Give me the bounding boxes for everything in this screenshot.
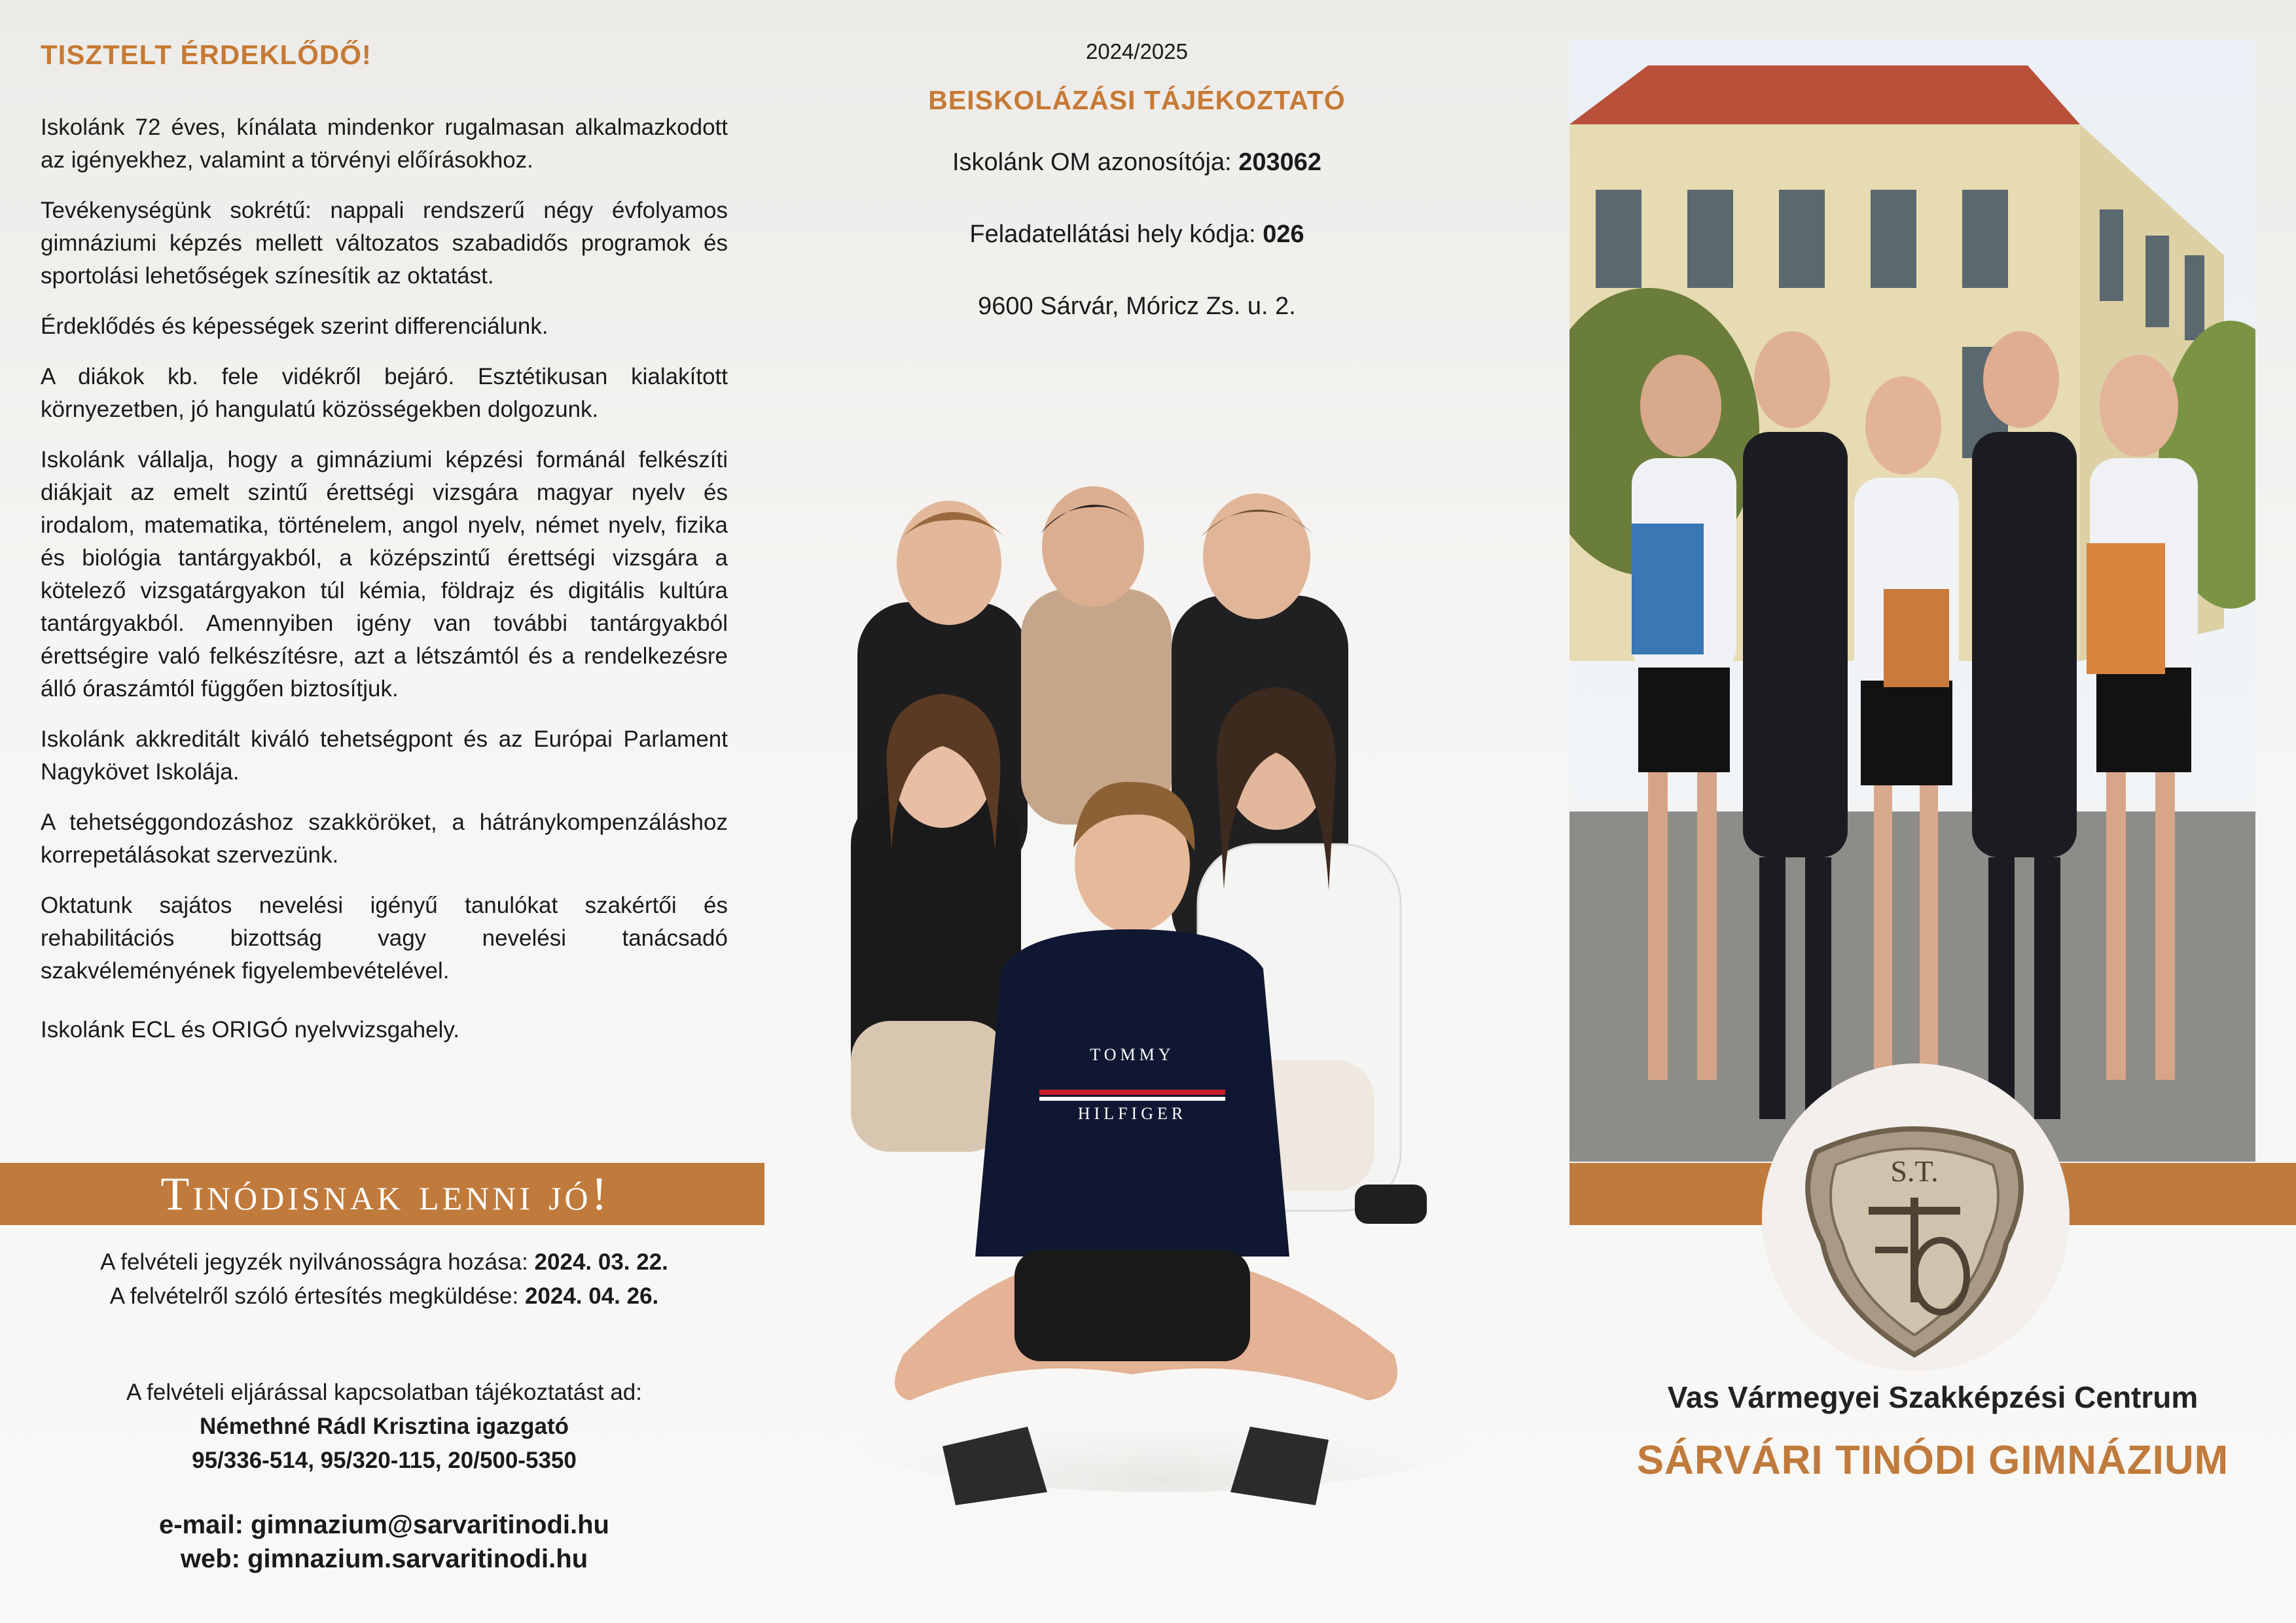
email-link[interactable]: e-mail: gimnazium@sarvaritinodi.hu	[158, 1510, 609, 1539]
om-line	[800, 149, 1474, 177]
notify-date: 2024. 04. 26.	[524, 1283, 659, 1309]
om-value: 203062	[1238, 149, 1322, 176]
site-label: Feladatellátási hely kódja:	[969, 221, 1263, 248]
school-name: SÁRVÁRI TINÓDI GIMNÁZIUM	[1636, 1438, 2229, 1483]
contact-block	[41, 1376, 728, 1478]
web-contact	[41, 1508, 728, 1576]
middle-panel	[800, 39, 1474, 321]
notify-line	[41, 1279, 728, 1313]
school-year: 2024/2025	[1086, 39, 1188, 63]
site-value: 026	[1263, 221, 1304, 248]
intro-paragraph: Iskolánk 72 éves, kínálata mindenkor rugalmasan alkalmazkodott az igényekhez, valamint a törvényi előírásokhoz.	[41, 115, 728, 173]
activities-paragraph: Tevékenységünk sokrétű: nappali rendszerű négy évfolyamos gimnáziumi képzés mellett változatos szabadidős programok és sportolási lehetőségek színesítik az oktatást.	[41, 198, 728, 289]
publish-date: 2024. 03. 22.	[534, 1249, 668, 1275]
exam-prep-paragraph: Iskolánk vállalja, hogy a gimnáziumi képzési formánál felkészíti diákjait az emelt szintű érettségi vizsgára magyar nyelv és irodalom, matematika, történelem, angol nyelv, német nyelv, fizika és biológia tantárgyakból, a középszintű érettségi vizsgára a kötelező vizsgatárgyakon túl kémia, földrajz és digitális kultúra tantárgyakból. Amennyiben igény van további tantárgyakból érettségire való felkészítésre, azt a létszámtól és a rendelkezésre álló óraszámtól függően biztosítjuk.	[41, 447, 728, 702]
contact-intro: A felvételi eljárással kapcsolatban tájékoztatást ad:	[126, 1380, 642, 1405]
publish-line	[41, 1245, 728, 1279]
exam-centre-paragraph: Iskolánk ECL és ORIGÓ nyelvvizsgahely.	[41, 1017, 459, 1043]
student-group-photo	[831, 484, 1492, 1512]
admission-dates	[41, 1245, 728, 1313]
accreditation-paragraph: Iskolánk akkreditált kiváló tehetségpont és az Európai Parlament Nagykövet Iskolája.	[41, 726, 728, 785]
address: 9600 Sárvár, Móricz Zs. u. 2.	[978, 293, 1296, 320]
contact-name: Némethné Rádl Krisztina igazgató	[200, 1414, 569, 1439]
site-code-line	[800, 221, 1474, 249]
publish-label: A felvételi jegyzék nyilvánosságra hozása:	[100, 1249, 535, 1275]
commuters-paragraph: A diákok kb. fele vidékről bejáró. Esztétikusan kialakított környezetben, jó hangulatú közösségekben dolgozunk.	[41, 364, 728, 422]
slogan-banner	[0, 1163, 764, 1225]
centre-name: Vas Vármegyei Szakképzési Centrum	[1667, 1380, 2198, 1414]
building-roof	[1570, 65, 2080, 124]
greeting-heading: TISZTELT ÉRDEKLŐDŐ!	[41, 39, 372, 70]
notify-label: A felvételről szóló értesítés megküldése:	[109, 1283, 525, 1309]
crest-letters: S.T.	[1890, 1154, 1939, 1188]
differentiation-paragraph: Érdeklődés és képességek szerint differenciálunk.	[41, 313, 548, 339]
student-back-middle	[1021, 486, 1172, 825]
left-panel	[41, 39, 728, 1064]
slogan-text: Tinódisnak lenni jó!	[160, 1168, 611, 1220]
contact-phones: 95/336-514, 95/320-115, 20/500-5350	[192, 1448, 577, 1473]
talent-paragraph: A tehetséggondozáshoz szakköröket, a hátránykompenzáláshoz korrepetálásokat szervezünk.	[41, 810, 728, 868]
school-crest-logo	[1797, 1113, 2032, 1361]
sen-paragraph: Oktatunk sajátos nevelési igényű tanulókat szakértői és rehabilitációs bizottság vagy nevelési tanácsadó szakvéleményének figyelembevételével.	[41, 893, 728, 984]
web-link[interactable]: web: gimnazium.sarvaritinodi.hu	[180, 1544, 588, 1573]
shirt-brand-line-1: TOMMY	[1090, 1045, 1175, 1064]
om-label: Iskolánk OM azonosítója:	[952, 149, 1239, 176]
shirt-brand-line-2: HILFIGER	[1077, 1104, 1187, 1123]
school-building-photo	[1570, 39, 2255, 1162]
brochure-title: BEISKOLÁZÁSI TÁJÉKOZTATÓ	[928, 85, 1346, 115]
